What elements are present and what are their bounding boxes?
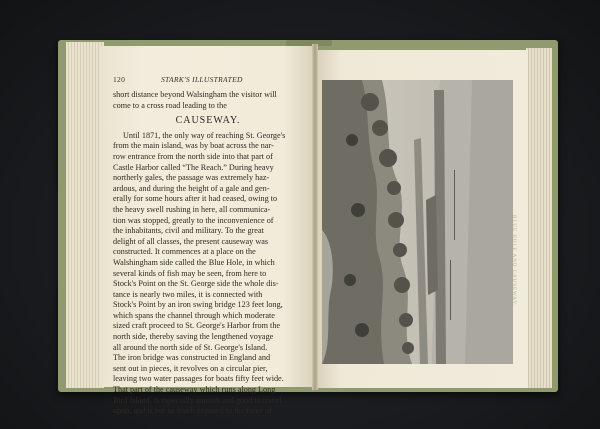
plate-caption: BLUE HOLE AND CAUSEWAY. xyxy=(511,215,516,307)
book-gutter xyxy=(312,44,318,390)
text-line: Until 1871, the only way of reaching St. George's xyxy=(123,130,286,140)
section-heading: CAUSEWAY. xyxy=(175,115,241,127)
text-line: tance is nearly two miles, it is connected with xyxy=(113,289,263,299)
left-page-text xyxy=(113,90,303,417)
text-line: Bird Island, is especially smooth and good to travel xyxy=(113,395,282,405)
text-line: Stock's Point by an iron swing bridge 123 feet long, xyxy=(113,300,283,310)
text-line: Walshingham side called the Blue Hole, in which xyxy=(113,257,275,267)
text-line: which spans the channel through which moderate xyxy=(113,310,275,320)
text-line: The iron bridge was constructed in England and xyxy=(113,353,271,363)
text-line: come to a cross road leading to the xyxy=(113,100,227,110)
text-line: the inhabitants, civil and military. To the great xyxy=(113,226,264,236)
text-line: several kinds of fish may be seen, from here to xyxy=(113,268,267,278)
text-line: upon, and is not so much exposed to the force of xyxy=(113,406,272,416)
text-line: That part of the causeway which runs along Long xyxy=(113,385,276,395)
text-line: short distance beyond Walsingham the visitor will xyxy=(113,90,277,99)
text-line: from the main island, was by boat across the nar- xyxy=(113,141,274,151)
text-line: northerly gales, the passage was extremely haz- xyxy=(113,173,270,183)
text-line: erally for some hours after it had ceased, owing to xyxy=(113,194,278,204)
text-line: Castle Harbor called “The Reach.” During heavy xyxy=(113,162,274,172)
text-line: sized craft proceed to St. George's Harbor from the xyxy=(113,321,281,331)
running-head-title: STARK'S ILLUSTRATED xyxy=(161,75,243,84)
text-line: leaving two water passages for boats fifty feet wide. xyxy=(113,374,284,384)
text-line: sent out in pieces, it revolves on a circular pier, xyxy=(113,363,268,373)
text-line: Stock's Point on the St. George side the whole dis- xyxy=(113,279,279,289)
photograph-scene xyxy=(322,80,513,364)
text-line: constructed. It commences at a place on the xyxy=(113,247,256,257)
page-number: 120 xyxy=(113,75,126,84)
text-line: tion was stopped, greatly to the inconvenience of xyxy=(113,215,274,225)
causeway-photograph xyxy=(322,80,513,364)
text-line: row entrance from the north side into that part of xyxy=(113,151,273,161)
text-line: all around the north side of St. George's Island. xyxy=(113,342,268,352)
text-line: north side, thereby saving the lengthened voyage xyxy=(113,332,274,342)
left-page-edges xyxy=(66,42,104,388)
text-line: the heavy swell rushing in here, all communica- xyxy=(113,204,271,214)
text-line: ardous, and during the height of a gale and gen- xyxy=(113,183,270,193)
right-page-edges xyxy=(526,48,552,388)
running-head xyxy=(113,75,303,87)
text-line: delight of all classes, the present causeway was xyxy=(113,236,269,246)
